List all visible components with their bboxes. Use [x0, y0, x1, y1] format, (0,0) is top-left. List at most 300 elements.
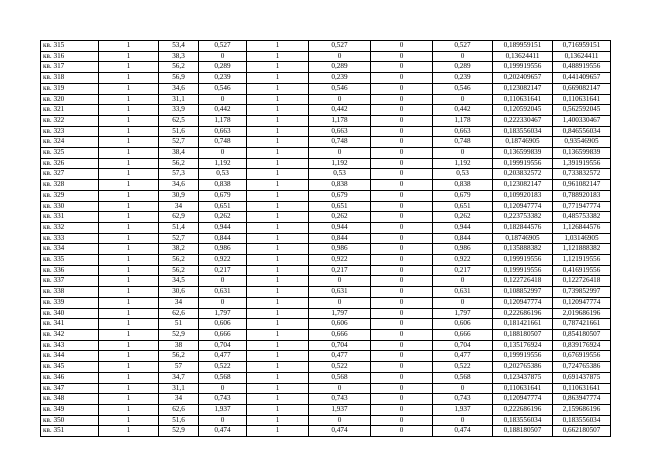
- value-cell: 0: [371, 233, 433, 244]
- value-cell: 0,704: [433, 340, 493, 351]
- value-cell: 34: [159, 297, 199, 308]
- value-cell: 0,839176924: [553, 340, 611, 351]
- value-cell: 0,651: [199, 201, 247, 212]
- table-row: [41, 137, 611, 148]
- apartment-cell: кв. 322: [41, 115, 99, 126]
- value-cell: 1,126844576: [553, 222, 611, 233]
- value-cell: 34: [159, 394, 199, 405]
- value-cell: 1: [247, 319, 309, 330]
- value-cell: 56,2: [159, 351, 199, 362]
- value-cell: 0,262: [199, 212, 247, 223]
- table-row: [41, 51, 611, 62]
- value-cell: 1: [247, 308, 309, 319]
- value-cell: 1: [99, 394, 159, 405]
- value-cell: 0,53: [199, 169, 247, 180]
- apartment-cell: кв. 338: [41, 287, 99, 298]
- value-cell: 0,222686196: [493, 404, 553, 415]
- apartment-cell: кв. 323: [41, 126, 99, 137]
- value-cell: 30,9: [159, 190, 199, 201]
- value-cell: 0,477: [199, 351, 247, 362]
- value-cell: 0,961082147: [553, 180, 611, 191]
- value-cell: 0,182844576: [493, 222, 553, 233]
- value-cell: 0,416919556: [553, 265, 611, 276]
- value-cell: 0,666: [199, 329, 247, 340]
- value-cell: 0: [371, 394, 433, 405]
- value-cell: 1: [247, 362, 309, 373]
- value-cell: 1: [99, 319, 159, 330]
- value-cell: 1,797: [433, 308, 493, 319]
- value-cell: 0: [371, 362, 433, 373]
- value-cell: 0,120947774: [493, 201, 553, 212]
- value-cell: 52,9: [159, 329, 199, 340]
- table-row: [41, 201, 611, 212]
- value-cell: 1: [247, 190, 309, 201]
- table-row: [41, 394, 611, 405]
- value-cell: 62,6: [159, 308, 199, 319]
- apartment-cell: кв. 337: [41, 276, 99, 287]
- value-cell: 0,217: [309, 265, 371, 276]
- value-cell: 33,9: [159, 105, 199, 116]
- value-cell: 1,797: [199, 308, 247, 319]
- table-row: [41, 276, 611, 287]
- value-cell: 52,7: [159, 137, 199, 148]
- value-cell: 0,546: [309, 83, 371, 94]
- value-cell: 0: [371, 169, 433, 180]
- value-cell: 1: [99, 426, 159, 437]
- value-cell: 51,6: [159, 415, 199, 426]
- value-cell: 0,739852997: [553, 287, 611, 298]
- apartment-cell: кв. 334: [41, 244, 99, 255]
- value-cell: 0,527: [433, 41, 493, 52]
- apartment-cell: кв. 333: [41, 233, 99, 244]
- value-cell: 0,562592045: [553, 105, 611, 116]
- value-cell: 1: [247, 276, 309, 287]
- value-cell: 1: [247, 351, 309, 362]
- value-cell: 0: [371, 201, 433, 212]
- value-cell: 57,3: [159, 169, 199, 180]
- table-row: [41, 308, 611, 319]
- value-cell: 0: [309, 276, 371, 287]
- value-cell: 0,262: [309, 212, 371, 223]
- value-cell: 0: [371, 319, 433, 330]
- table-row: [41, 244, 611, 255]
- value-cell: 0: [371, 255, 433, 266]
- value-cell: 0,181421661: [493, 319, 553, 330]
- value-cell: 0,18746905: [493, 233, 553, 244]
- value-cell: 0,662180507: [553, 426, 611, 437]
- value-cell: 0,485753382: [553, 212, 611, 223]
- value-cell: 0: [371, 148, 433, 159]
- value-cell: 38,2: [159, 244, 199, 255]
- value-cell: 0,222686196: [493, 308, 553, 319]
- value-cell: 0,522: [309, 362, 371, 373]
- value-cell: 1: [99, 415, 159, 426]
- value-cell: 0: [433, 276, 493, 287]
- value-cell: 0: [371, 329, 433, 340]
- value-cell: 0,651: [433, 201, 493, 212]
- value-cell: 1: [99, 62, 159, 73]
- value-cell: 0,199919556: [493, 62, 553, 73]
- table-row: [41, 426, 611, 437]
- table-row: [41, 105, 611, 116]
- value-cell: 0,748: [199, 137, 247, 148]
- value-cell: 1: [247, 105, 309, 116]
- value-cell: 51,4: [159, 222, 199, 233]
- value-cell: 1: [99, 265, 159, 276]
- value-cell: 1,178: [199, 115, 247, 126]
- value-cell: 0,110631641: [553, 94, 611, 105]
- value-cell: 1,192: [433, 158, 493, 169]
- value-cell: 1: [99, 340, 159, 351]
- value-cell: 53,4: [159, 41, 199, 52]
- value-cell: 0,724765386: [553, 362, 611, 373]
- value-cell: 0,666: [433, 329, 493, 340]
- value-cell: 0,716959151: [553, 41, 611, 52]
- table-row: [41, 297, 611, 308]
- value-cell: 0,183556034: [493, 415, 553, 426]
- value-cell: 0,136599839: [553, 148, 611, 159]
- value-cell: 1: [247, 73, 309, 84]
- value-cell: 1: [99, 212, 159, 223]
- value-cell: 34,6: [159, 180, 199, 191]
- value-cell: 2,159686196: [553, 404, 611, 415]
- value-cell: 0: [371, 105, 433, 116]
- value-cell: 0,53: [433, 169, 493, 180]
- value-cell: 0,651: [309, 201, 371, 212]
- value-cell: 0,477: [309, 351, 371, 362]
- value-cell: 0: [309, 94, 371, 105]
- value-cell: 0: [199, 415, 247, 426]
- document-page: [40, 40, 610, 437]
- value-cell: 0,788920183: [553, 190, 611, 201]
- table-row: [41, 255, 611, 266]
- value-cell: 1,03146905: [553, 233, 611, 244]
- apartment-cell: кв. 339: [41, 297, 99, 308]
- table-body: [41, 41, 611, 437]
- value-cell: 1: [247, 169, 309, 180]
- value-cell: 0,123437875: [493, 372, 553, 383]
- value-cell: 1: [99, 158, 159, 169]
- value-cell: 0: [371, 276, 433, 287]
- value-cell: 0,199919556: [493, 265, 553, 276]
- apartment-cell: кв. 325: [41, 148, 99, 159]
- value-cell: 38,4: [159, 148, 199, 159]
- table-row: [41, 362, 611, 373]
- value-cell: 52,9: [159, 426, 199, 437]
- value-cell: 0,771947774: [553, 201, 611, 212]
- apartment-cell: кв. 332: [41, 222, 99, 233]
- value-cell: 1: [247, 233, 309, 244]
- value-cell: 0,748: [433, 137, 493, 148]
- value-cell: 0,522: [433, 362, 493, 373]
- value-cell: 0: [371, 404, 433, 415]
- value-cell: 0,986: [433, 244, 493, 255]
- value-cell: 0: [199, 51, 247, 62]
- value-cell: 0,606: [199, 319, 247, 330]
- value-cell: 0,239: [433, 73, 493, 84]
- value-cell: 0,123082147: [493, 83, 553, 94]
- table-row: [41, 158, 611, 169]
- value-cell: 0,474: [433, 426, 493, 437]
- value-cell: 0: [371, 308, 433, 319]
- value-cell: 0,631: [309, 287, 371, 298]
- table-row: [41, 148, 611, 159]
- value-cell: 1,178: [309, 115, 371, 126]
- value-cell: 1: [99, 383, 159, 394]
- apartment-cell: кв. 326: [41, 158, 99, 169]
- value-cell: 1: [247, 201, 309, 212]
- apartment-cell: кв. 345: [41, 362, 99, 373]
- apartment-cell: кв. 321: [41, 105, 99, 116]
- value-cell: 0,53: [309, 169, 371, 180]
- value-cell: 0,691437875: [553, 372, 611, 383]
- value-cell: 0,663: [309, 126, 371, 137]
- apartment-cell: кв. 315: [41, 41, 99, 52]
- value-cell: 34,7: [159, 372, 199, 383]
- value-cell: 1,797: [309, 308, 371, 319]
- table-row: [41, 190, 611, 201]
- value-cell: 0,202409657: [493, 73, 553, 84]
- value-cell: 0,203832572: [493, 169, 553, 180]
- value-cell: 0: [371, 115, 433, 126]
- value-cell: 0: [199, 94, 247, 105]
- value-cell: 0,922: [433, 255, 493, 266]
- apartment-cell: кв. 343: [41, 340, 99, 351]
- value-cell: 1: [99, 297, 159, 308]
- value-cell: 1: [247, 158, 309, 169]
- value-cell: 0,120947774: [553, 297, 611, 308]
- value-cell: 1: [99, 73, 159, 84]
- value-cell: 0,606: [433, 319, 493, 330]
- value-cell: 1: [99, 287, 159, 298]
- value-cell: 1: [99, 148, 159, 159]
- apartment-cell: кв. 351: [41, 426, 99, 437]
- value-cell: 0,135888382: [493, 244, 553, 255]
- value-cell: 0: [371, 372, 433, 383]
- table-row: [41, 287, 611, 298]
- value-cell: 1: [99, 169, 159, 180]
- apartment-cell: кв. 331: [41, 212, 99, 223]
- value-cell: 1: [247, 383, 309, 394]
- apartment-cell: кв. 349: [41, 404, 99, 415]
- value-cell: 0,110631641: [493, 383, 553, 394]
- value-cell: 1: [99, 126, 159, 137]
- value-cell: 1: [247, 126, 309, 137]
- value-cell: 0,522: [199, 362, 247, 373]
- value-cell: 31,1: [159, 383, 199, 394]
- value-cell: 0,944: [433, 222, 493, 233]
- value-cell: 0,223753382: [493, 212, 553, 223]
- apartment-cell: кв. 342: [41, 329, 99, 340]
- value-cell: 1: [247, 265, 309, 276]
- table-row: [41, 265, 611, 276]
- apartment-cell: кв. 317: [41, 62, 99, 73]
- table-row: [41, 180, 611, 191]
- table-row: [41, 94, 611, 105]
- table-row: [41, 212, 611, 223]
- value-cell: 62,9: [159, 212, 199, 223]
- value-cell: 0,743: [309, 394, 371, 405]
- value-cell: 0,222330467: [493, 115, 553, 126]
- value-cell: 0: [371, 212, 433, 223]
- value-cell: 0: [371, 426, 433, 437]
- value-cell: 0,477: [433, 351, 493, 362]
- value-cell: 0: [199, 297, 247, 308]
- value-cell: 0,846556034: [553, 126, 611, 137]
- value-cell: 62,6: [159, 404, 199, 415]
- value-cell: 0,110631641: [553, 383, 611, 394]
- value-cell: 1: [247, 222, 309, 233]
- table-row: [41, 169, 611, 180]
- value-cell: 1: [247, 426, 309, 437]
- value-cell: 0,704: [309, 340, 371, 351]
- value-cell: 1,400330467: [553, 115, 611, 126]
- value-cell: 1: [247, 372, 309, 383]
- value-cell: 1: [247, 180, 309, 191]
- value-cell: 0,546: [433, 83, 493, 94]
- apartment-cell: кв. 324: [41, 137, 99, 148]
- value-cell: 0,631: [199, 287, 247, 298]
- value-cell: 0: [371, 62, 433, 73]
- value-cell: 0: [371, 126, 433, 137]
- apartment-cell: кв. 330: [41, 201, 99, 212]
- value-cell: 0,679: [309, 190, 371, 201]
- apartment-cell: кв. 316: [41, 51, 99, 62]
- value-cell: 1: [247, 244, 309, 255]
- table-row: [41, 329, 611, 340]
- value-cell: 0,120947774: [493, 297, 553, 308]
- value-cell: 0,844: [199, 233, 247, 244]
- table-row: [41, 41, 611, 52]
- value-cell: 0,844: [433, 233, 493, 244]
- value-cell: 0,188180507: [493, 426, 553, 437]
- value-cell: 0,669082147: [553, 83, 611, 94]
- value-cell: 0: [371, 83, 433, 94]
- table-row: [41, 319, 611, 330]
- value-cell: 0,474: [199, 426, 247, 437]
- value-cell: 0,568: [433, 372, 493, 383]
- value-cell: 0,663: [199, 126, 247, 137]
- value-cell: 0,527: [199, 41, 247, 52]
- value-cell: 0,199919556: [493, 351, 553, 362]
- table-row: [41, 351, 611, 362]
- value-cell: 0: [371, 180, 433, 191]
- value-cell: 0,135176924: [493, 340, 553, 351]
- value-cell: 0,676919556: [553, 351, 611, 362]
- value-cell: 0,239: [309, 73, 371, 84]
- value-cell: 0: [371, 287, 433, 298]
- value-cell: 0,123082147: [493, 180, 553, 191]
- value-cell: 0: [371, 137, 433, 148]
- value-cell: 0,679: [433, 190, 493, 201]
- value-cell: 0,944: [309, 222, 371, 233]
- apartment-heat-table: [40, 40, 611, 437]
- value-cell: 1: [99, 41, 159, 52]
- value-cell: 0: [309, 415, 371, 426]
- value-cell: 1: [247, 51, 309, 62]
- value-cell: 1,192: [309, 158, 371, 169]
- value-cell: 51,6: [159, 126, 199, 137]
- value-cell: 1,391919556: [553, 158, 611, 169]
- value-cell: 1,937: [309, 404, 371, 415]
- value-cell: 0,986: [309, 244, 371, 255]
- value-cell: 1: [99, 233, 159, 244]
- value-cell: 1: [99, 276, 159, 287]
- value-cell: 1,937: [199, 404, 247, 415]
- value-cell: 52,7: [159, 233, 199, 244]
- value-cell: 0,188180507: [493, 329, 553, 340]
- value-cell: 0,748: [309, 137, 371, 148]
- value-cell: 0,122726418: [553, 276, 611, 287]
- value-cell: 1: [99, 83, 159, 94]
- value-cell: 56,2: [159, 265, 199, 276]
- value-cell: 0: [433, 51, 493, 62]
- value-cell: 1: [247, 415, 309, 426]
- value-cell: 0: [371, 265, 433, 276]
- value-cell: 1: [99, 222, 159, 233]
- value-cell: 1: [99, 329, 159, 340]
- value-cell: 0,108852997: [493, 287, 553, 298]
- value-cell: 0,13624411: [553, 51, 611, 62]
- table-row: [41, 83, 611, 94]
- value-cell: 1: [247, 94, 309, 105]
- value-cell: 0: [309, 383, 371, 394]
- table-row: [41, 126, 611, 137]
- value-cell: 0: [309, 297, 371, 308]
- value-cell: 0,442: [309, 105, 371, 116]
- value-cell: 0,189959151: [493, 41, 553, 52]
- value-cell: 34,6: [159, 83, 199, 94]
- value-cell: 0: [371, 244, 433, 255]
- value-cell: 0,289: [309, 62, 371, 73]
- value-cell: 0,442: [199, 105, 247, 116]
- value-cell: 1,121919556: [553, 255, 611, 266]
- value-cell: 0,136599839: [493, 148, 553, 159]
- value-cell: 0: [309, 148, 371, 159]
- table-row: [41, 404, 611, 415]
- apartment-cell: кв. 320: [41, 94, 99, 105]
- apartment-cell: кв. 327: [41, 169, 99, 180]
- value-cell: 0,568: [309, 372, 371, 383]
- table-row: [41, 222, 611, 233]
- value-cell: 0,631: [433, 287, 493, 298]
- apartment-cell: кв. 329: [41, 190, 99, 201]
- value-cell: 1: [99, 351, 159, 362]
- table-row: [41, 415, 611, 426]
- value-cell: 0,488919556: [553, 62, 611, 73]
- value-cell: 1: [99, 255, 159, 266]
- value-cell: 0,183556034: [553, 415, 611, 426]
- value-cell: 0,442: [433, 105, 493, 116]
- value-cell: 0,663: [433, 126, 493, 137]
- value-cell: 1: [99, 105, 159, 116]
- value-cell: 0,13624411: [493, 51, 553, 62]
- value-cell: 38: [159, 340, 199, 351]
- value-cell: 0,568: [199, 372, 247, 383]
- value-cell: 1: [99, 51, 159, 62]
- value-cell: 0: [371, 94, 433, 105]
- value-cell: 0,606: [309, 319, 371, 330]
- value-cell: 0,844: [309, 233, 371, 244]
- value-cell: 0,120592045: [493, 105, 553, 116]
- table-row: [41, 233, 611, 244]
- value-cell: 56,2: [159, 158, 199, 169]
- value-cell: 1: [247, 255, 309, 266]
- apartment-cell: кв. 341: [41, 319, 99, 330]
- value-cell: 0,122726418: [493, 276, 553, 287]
- value-cell: 0,93546905: [553, 137, 611, 148]
- value-cell: 0,441409657: [553, 73, 611, 84]
